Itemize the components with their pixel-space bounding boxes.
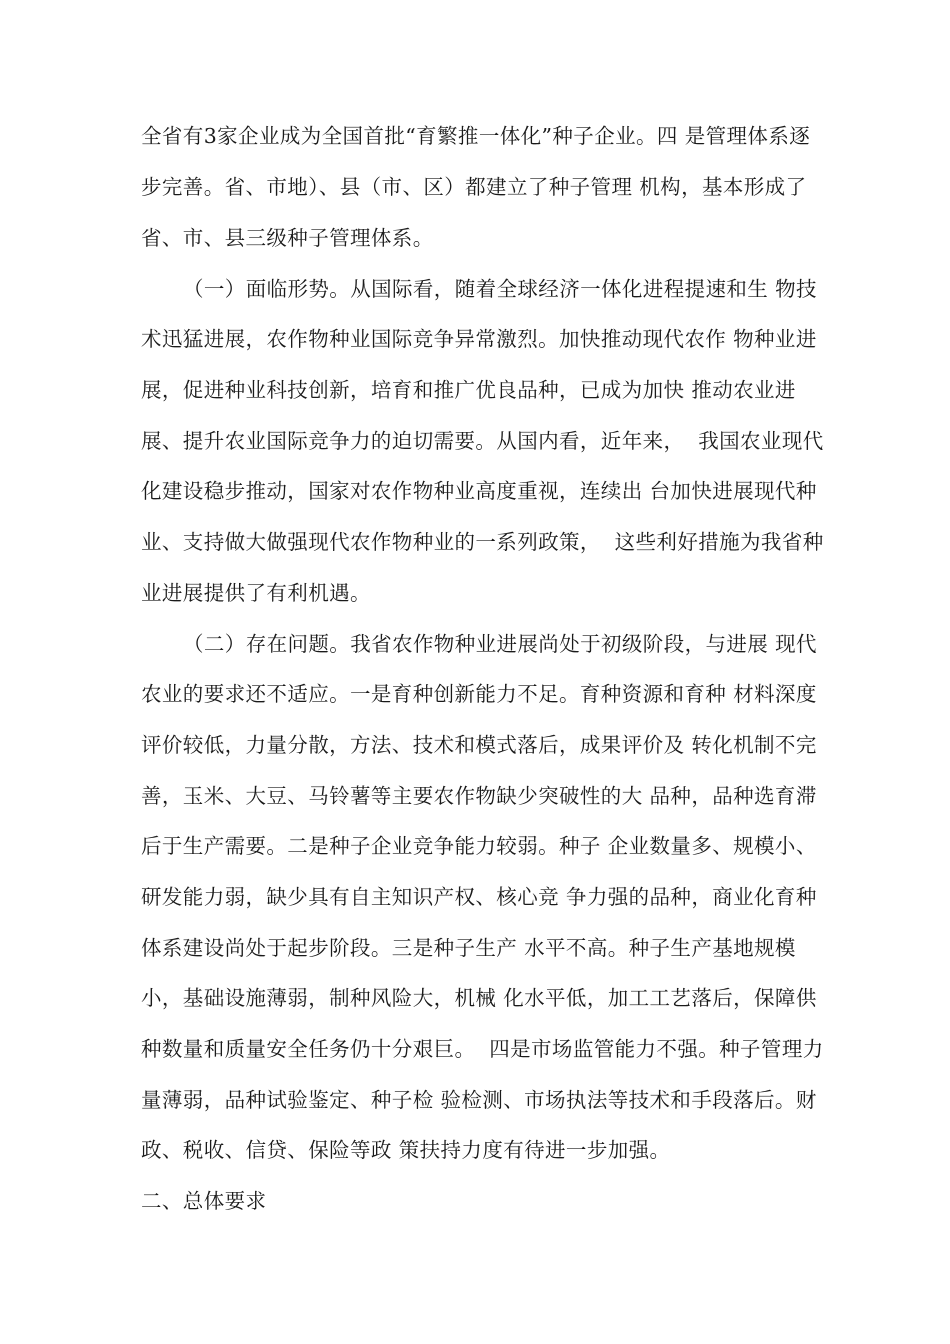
paragraph-line: 善，玉米、大豆、马铃薯等主要农作物缺少突破性的大 品种，品种选育滞 [141,784,817,808]
paragraph-line: 步完善。省、市地）、县（市、区）都建立了种子管理 机构，基本形成了 [141,175,807,199]
paragraph-line: 业、支持做大做强现代农作物种业的一系列政策， 这些利好措施为我省种 [141,530,824,554]
paragraph-line: 全省有3家企业成为全国首批“育繁推一体化”种子企业。四 是管理体系逐 [141,124,811,148]
paragraph-line: 省、市、县三级种子管理体系。 [141,226,434,250]
paragraph-line: 研发能力弱，缺少具有自主知识产权、核心竞 争力强的品种，商业化育种 [141,885,817,909]
paragraph-line: （二）存在问题。我省农作物种业进展尚处于初级阶段，与进展 现代 [183,632,817,656]
paragraph-line: （一）面临形势。从国际看，随着全球经济一体化进程提速和生 物技 [183,277,817,301]
paragraph-line: 农业的要求还不适应。一是育种创新能力不足。育种资源和育种 材料深度 [141,682,817,706]
paragraph-line: 术迅猛进展，农作物种业国际竞争异常激烈。加快推动现代农作 物种业进 [141,327,817,351]
paragraph-line: 种数量和质量安全任务仍十分艰巨。 四是市场监管能力不强。种子管理力 [141,1037,824,1061]
paragraph-line: 展，促进种业科技创新，培育和推广优良品种，已成为加快 推动农业进 [141,378,796,402]
paragraph-line: 业进展提供了有利机遇。 [141,581,371,605]
paragraph-line: 小，基础设施薄弱，制种风险大，机械 化水平低，加工工艺落后，保障供 [141,986,817,1010]
paragraph-line: 展、提升农业国际竞争力的迫切需要。从国内看，近年来， 我国农业现代 [141,429,824,453]
paragraph-line: 化建设稳步推动，国家对农作物种业高度重视，连续出 台加快进展现代种 [141,479,817,503]
paragraph-line: 评价较低，力量分散，方法、技术和模式落后，成果评价及 转化机制不完 [141,733,817,757]
paragraph-line: 量薄弱，品种试验鉴定、种子检 验检测、市场执法等技术和手段落后。财 [141,1088,817,1112]
paragraph-line: 后于生产需要。二是种子企业竞争能力较弱。种子 企业数量多、规模小、 [141,834,817,858]
paragraph-line: 体系建设尚处于起步阶段。三是种子生产 水平不高。种子生产基地规模 [141,936,796,960]
paragraph-line: 政、税收、信贷、保险等政 策扶持力度有待进一步加强。 [141,1138,671,1162]
section-heading: 二、总体要求 [141,1189,267,1213]
